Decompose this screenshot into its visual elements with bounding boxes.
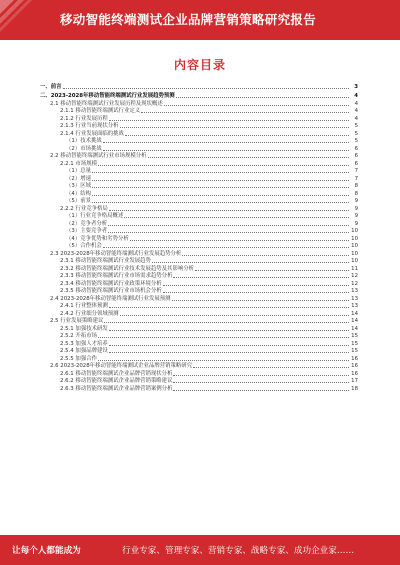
toc-entry[interactable] [40, 310, 358, 318]
toc-entry-page: 17 [351, 378, 358, 384]
toc-entry-label: （2）增速 [66, 175, 91, 182]
toc-entry-label: 2.1.3 行业当前现状分析 [60, 123, 119, 129]
toc-entry-page: 13 [351, 288, 358, 294]
toc-entry-label: 2.5 行业发展策略建议 [50, 318, 104, 324]
toc-entry[interactable] [40, 363, 358, 371]
toc-entry[interactable] [40, 348, 358, 356]
toc-entry-page: 4 [354, 100, 358, 107]
toc-entry-page: 18 [351, 385, 358, 392]
toc-entry-page: 16 [351, 363, 358, 369]
toc-entry[interactable] [40, 295, 358, 303]
toc-entry-page: 5 [354, 130, 358, 137]
toc-entry[interactable] [40, 213, 358, 221]
toc-entry[interactable] [40, 303, 358, 311]
toc-entry[interactable] [40, 145, 358, 153]
toc-entry-page: 9 [354, 198, 358, 204]
toc-entry[interactable] [40, 183, 358, 191]
toc-entry-page: 6 [354, 153, 358, 159]
toc-leader-dots [141, 112, 349, 113]
toc-entry[interactable] [40, 138, 358, 146]
toc-entry-label: （5）前景 [66, 198, 91, 204]
toc-entry-page: 4 [354, 93, 358, 99]
toc-entry-label: 2.2.2 行业竞争格局 [60, 205, 108, 212]
toc-entry-page: 8 [354, 190, 358, 197]
toc-entry[interactable] [40, 108, 358, 116]
report-footer-bar [0, 535, 400, 565]
toc-entry[interactable] [40, 340, 358, 348]
toc-leader-dots [130, 240, 349, 241]
toc-entry-label: 2.1 移动智能终端测试行业发展历程及现状概述 [50, 100, 163, 107]
toc-entry-label: 2.5.5 加强合作 [60, 355, 97, 362]
toc-entry-page: 12 [351, 280, 358, 287]
toc-entry[interactable] [40, 198, 358, 206]
toc-entry-label: 2.2 移动智能终端测试行业市场规模分析 [50, 153, 147, 159]
toc-entry-label: （3）区域 [66, 183, 91, 189]
toc-entry-label: 2.1.2 行业发展历程 [60, 115, 108, 122]
toc-entry[interactable] [40, 288, 358, 296]
toc-leader-dots [103, 247, 349, 248]
toc-leader-dots [120, 127, 349, 128]
toc-leader-dots [182, 255, 349, 256]
toc-leader-dots [108, 232, 349, 233]
toc-heading: 内容目录 [173, 58, 226, 72]
toc-leader-dots [92, 172, 349, 173]
toc-entry-page: 10 [351, 235, 358, 242]
toc-leader-dots [109, 345, 349, 346]
toc-leader-dots [109, 330, 349, 331]
toc-entry-page: 10 [351, 250, 358, 257]
toc-entry-label: （1）总量 [66, 168, 91, 174]
toc-leader-dots [104, 322, 349, 323]
toc-entry-page: 6 [354, 160, 358, 167]
toc-leader-dots [98, 165, 349, 166]
toc-entry-label: （1）技术挑战 [66, 138, 102, 144]
toc-leader-dots [109, 210, 349, 211]
report-title: 移动智能终端测试企业品牌营销策略研究报告 [60, 12, 317, 27]
toc-leader-dots [120, 315, 349, 316]
toc-leader-dots [98, 360, 349, 361]
toc-entry[interactable] [40, 235, 358, 243]
toc-leader-dots [173, 390, 349, 391]
toc-leader-dots [103, 150, 349, 151]
toc-leader-dots [92, 180, 349, 181]
toc-entry[interactable] [40, 220, 358, 228]
toc-entry[interactable] [40, 318, 358, 326]
toc-entry-label: 一、前言 [40, 84, 62, 90]
toc-entry-label: （2）市场挑战 [66, 145, 102, 152]
toc-leader-dots [164, 105, 349, 106]
toc-leader-dots [63, 88, 349, 89]
toc-entry-page: 15 [351, 340, 358, 347]
toc-leader-dots [92, 195, 349, 196]
toc-entry[interactable] [40, 265, 358, 273]
toc-entry-label: 2.3 2023-2028年移动智能终端测试行业发展趋势分析 [50, 250, 182, 257]
toc-entry-label: （3）主要竞争者 [66, 228, 108, 234]
toc-entry-page: 8 [354, 183, 358, 189]
toc-entry-page: 11 [351, 265, 358, 272]
toc-entry-page: 16 [351, 355, 358, 362]
footer-tagline: 行业专家、管理专家、营销专家、战略专家、成功企业家…… [122, 546, 355, 556]
toc-leader-dots [173, 375, 349, 376]
toc-entry[interactable] [40, 385, 358, 393]
toc-entry-page: 3 [354, 84, 358, 90]
table-of-contents [40, 82, 358, 544]
toc-entry-page: 13 [351, 303, 358, 309]
toc-entry[interactable] [40, 190, 358, 198]
toc-entry-label: （2）竞争者分析 [66, 220, 108, 227]
toc-entry-page: 14 [351, 325, 358, 332]
toc-entry-page: 7 [354, 168, 358, 174]
toc-leader-dots [103, 142, 349, 143]
toc-entry-label: 2.5.4 加强品牌建设 [60, 348, 108, 354]
toc-entry-label: 二、2023-2028年移动智能终端测试行业发展趋势预测 [40, 93, 175, 99]
toc-entry-page: 12 [351, 273, 358, 279]
toc-leader-dots [193, 367, 349, 368]
toc-entry-page: 4 [354, 108, 358, 114]
toc-entry-label: 2.4.2 行业细分领域预测 [60, 310, 119, 317]
toc-leader-dots [173, 277, 349, 278]
toc-entry-label: 2.5.2 开拓市场 [60, 333, 97, 339]
toc-entry-label: 2.3.5 移动智能终端测试行业市场机会分析 [60, 288, 162, 294]
toc-entry[interactable] [40, 123, 358, 131]
toc-entry-page: 9 [354, 220, 358, 227]
toc-entry[interactable] [40, 205, 358, 213]
toc-leader-dots [195, 270, 349, 271]
toc-leader-dots [176, 97, 349, 98]
toc-entry-label: 2.6.3 移动智能终端测试企业品牌营销案例分析 [60, 385, 173, 392]
toc-entry[interactable] [40, 175, 358, 183]
toc-entry[interactable] [40, 115, 358, 123]
toc-leader-dots [173, 382, 349, 383]
toc-entry-page: 6 [354, 145, 358, 152]
toc-entry-page: 10 [351, 243, 358, 249]
footer-slogan: 让每个人都能成为 [12, 546, 81, 556]
toc-leader-dots [98, 337, 349, 338]
toc-leader-dots [92, 187, 349, 188]
toc-entry[interactable] [40, 153, 358, 161]
toc-entry-label: （5）合作机会 [66, 243, 102, 249]
toc-entry-label: 2.1.1 移动智能终端测试行业定义 [60, 108, 141, 114]
toc-entry[interactable] [40, 168, 358, 176]
toc-leader-dots [109, 120, 349, 121]
toc-entry[interactable] [40, 258, 358, 266]
toc-entry-label: 2.1.4 行业发展面临的挑战 [60, 130, 124, 137]
toc-entry-page: 10 [351, 228, 358, 234]
toc-leader-dots [108, 225, 349, 226]
toc-entry[interactable] [40, 280, 358, 288]
toc-entry-page: 16 [351, 370, 358, 377]
toc-entry[interactable] [40, 378, 358, 386]
toc-entry-label: 2.5.1 加强技术研发 [60, 325, 108, 332]
toc-leader-dots [92, 202, 349, 203]
corner-stripes-decoration [0, 0, 40, 40]
toc-leader-dots [125, 135, 349, 136]
toc-entry[interactable] [40, 370, 358, 378]
toc-entry-page: 13 [351, 295, 358, 302]
toc-entry[interactable] [40, 228, 358, 236]
toc-entry-label: （4）竞争优势和劣势分析 [66, 235, 129, 242]
toc-entry-label: （4）结构 [66, 190, 91, 197]
toc-entry-label: 2.4 2023-2028年移动智能终端测试行业发展预测 [50, 295, 171, 302]
toc-entry-page: 15 [351, 333, 358, 339]
toc-entry-page: 9 [354, 205, 358, 212]
toc-entry-page: 5 [354, 123, 358, 129]
toc-entry-label: 2.3.2 移动智能终端测试行业技术发展趋势及其影响分析 [60, 265, 195, 272]
toc-entry-page: 9 [354, 213, 358, 219]
toc-entry[interactable] [40, 243, 358, 251]
toc-entry-page: 7 [354, 175, 358, 182]
toc-leader-dots [163, 285, 349, 286]
toc-leader-dots [124, 217, 349, 218]
toc-entry-label: 2.4.1 行业整体预测 [60, 303, 108, 309]
toc-leader-dots [163, 292, 349, 293]
toc-entry-page: 5 [354, 138, 358, 144]
toc-entry[interactable] [40, 333, 358, 341]
toc-entry-page: 10 [351, 258, 358, 264]
toc-entry-label: 2.2.1 市场规模 [60, 160, 97, 167]
toc-entry-label: 2.3.4 移动智能终端测试行业政策环境分析 [60, 280, 162, 287]
toc-entry-page: 14 [351, 310, 358, 317]
toc-entry-page: 14 [351, 318, 358, 324]
toc-entry[interactable] [40, 355, 358, 363]
toc-entry-label: 2.6.1 移动智能终端测试企业品牌营销现状分析 [60, 370, 173, 377]
toc-entry[interactable] [40, 325, 358, 333]
toc-entry[interactable] [40, 82, 358, 91]
toc-entry-label: 2.3.1 移动智能终端测试行业发展趋势 [60, 258, 151, 264]
toc-leader-dots [148, 157, 349, 158]
toc-entry-label: 2.6.2 移动智能终端测试企业品牌营销策略建议 [60, 378, 173, 384]
toc-entry-label: 2.5.3 加强人才培养 [60, 340, 108, 347]
toc-entry[interactable] [40, 91, 358, 100]
toc-entry[interactable] [40, 100, 358, 108]
toc-entry-page: 4 [354, 115, 358, 122]
toc-entry-label: 2.6 2023-2028年移动智能终端测试企业品牌营销策略研究 [50, 363, 193, 369]
toc-entry-page: 15 [351, 348, 358, 354]
toc-entry-label: （1）行业竞争格局概述 [66, 213, 124, 219]
report-header-bar [0, 0, 400, 40]
toc-entry[interactable] [40, 250, 358, 258]
toc-leader-dots [172, 300, 349, 301]
toc-leader-dots [109, 352, 349, 353]
toc-entry[interactable] [40, 130, 358, 138]
toc-entry-label: 2.3.3 移动智能终端测试行业市场需求趋势分析 [60, 273, 173, 279]
toc-leader-dots [152, 262, 349, 263]
toc-leader-dots [109, 307, 349, 308]
toc-entry[interactable] [40, 273, 358, 281]
toc-entry[interactable] [40, 160, 358, 168]
